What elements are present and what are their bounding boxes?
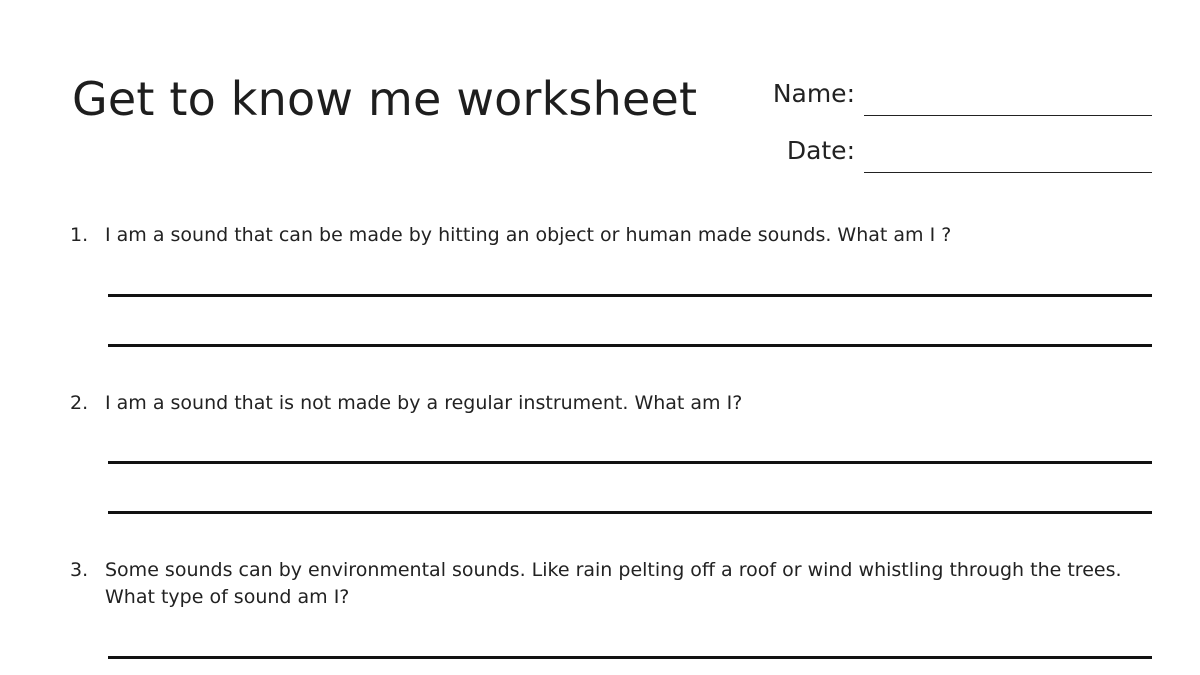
date-label: Date: xyxy=(786,136,855,165)
worksheet-title: Get to know me worksheet xyxy=(72,72,698,126)
question-text: Some sounds can by environmental sounds. Like rain pelting off a roof or wind whistling through the trees. What type of sound am I? xyxy=(105,559,1122,608)
answer-line[interactable] xyxy=(108,656,1152,659)
answer-line[interactable] xyxy=(108,344,1152,347)
answer-line[interactable] xyxy=(108,294,1152,297)
answer-line[interactable] xyxy=(108,461,1152,464)
date-field[interactable] xyxy=(864,172,1152,173)
name-field[interactable] xyxy=(864,115,1152,116)
answer-line[interactable] xyxy=(108,511,1152,514)
question-number: 2. xyxy=(70,392,89,414)
question-number: 1. xyxy=(70,224,89,246)
question-number: 3. xyxy=(70,559,89,581)
name-label: Name: xyxy=(772,79,855,108)
question-text: I am a sound that is not made by a regular instrument. What am I? xyxy=(105,392,743,414)
question-text: I am a sound that can be made by hitting an object or human made sounds. What am I ? xyxy=(105,224,952,246)
